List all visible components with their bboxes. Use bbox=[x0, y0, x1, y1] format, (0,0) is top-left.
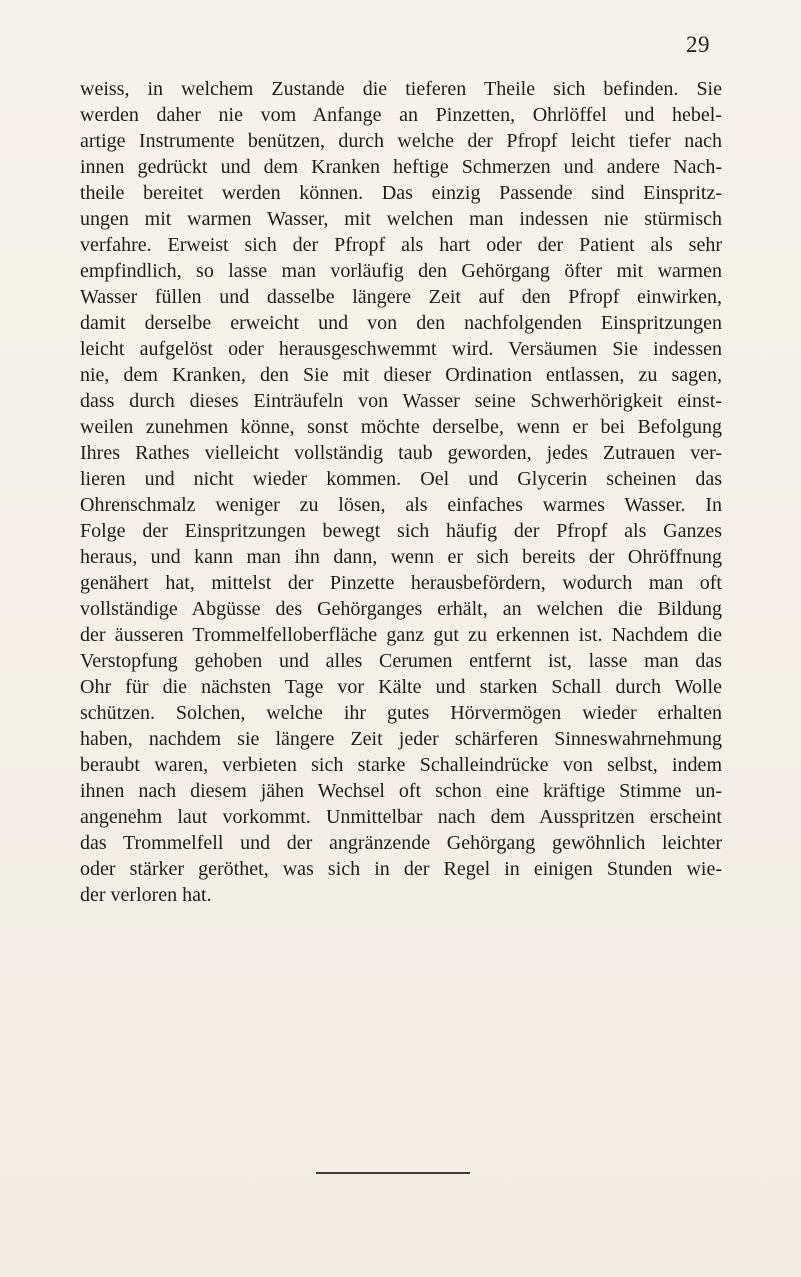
text-line: heraus, und kann man ihn dann, wenn er sich bereits der Ohröffnung bbox=[80, 546, 722, 568]
text-line: angenehm laut vorkommt. Unmittelbar nach dem Ausspritzen erscheint bbox=[80, 806, 722, 828]
text-line: ihnen nach diesem jähen Wechsel oft schon eine kräftige Stimme un- bbox=[80, 780, 722, 802]
text-line: vollständige Abgüsse des Gehörganges erhält, an welchen die Bildung bbox=[80, 598, 722, 620]
text-line: haben, nachdem sie längere Zeit jeder schärferen Sinneswahrnehmung bbox=[80, 728, 722, 750]
text-line: lieren und nicht wieder kommen. Oel und Glycerin scheinen das bbox=[80, 468, 722, 490]
text-line: weiss, in welchem Zustande die tieferen Theile sich befinden. Sie bbox=[80, 78, 722, 100]
footer-rule bbox=[316, 1172, 470, 1174]
text-line: empfindlich, so lasse man vorläufig den Gehörgang öfter mit warmen bbox=[80, 260, 722, 282]
body-text bbox=[80, 76, 722, 908]
text-line: nie, dem Kranken, den Sie mit dieser Ordination entlassen, zu sagen, bbox=[80, 364, 722, 386]
page-number: 29 bbox=[686, 32, 710, 57]
text-line: Ohr für die nächsten Tage vor Kälte und starken Schall durch Wolle bbox=[80, 676, 722, 698]
text-line: damit derselbe erweicht und von den nachfolgenden Einspritzungen bbox=[80, 312, 722, 334]
text-line: oder stärker geröthet, was sich in der Regel in einigen Stunden wie- bbox=[80, 858, 722, 880]
text-line: der äusseren Trommelfelloberfläche ganz gut zu erkennen ist. Nachdem die bbox=[80, 624, 722, 646]
text-line: innen gedrückt und dem Kranken heftige Schmerzen und andere Nach- bbox=[80, 156, 722, 178]
text-line: der verloren hat. bbox=[80, 884, 212, 906]
text-line: theile bereitet werden können. Das einzig Passende sind Einspritz- bbox=[80, 182, 722, 204]
text-line: schützen. Solchen, welche ihr gutes Hörvermögen wieder erhalten bbox=[80, 702, 722, 724]
text-line: ungen mit warmen Wasser, mit welchen man indessen nie stürmisch bbox=[80, 208, 722, 230]
text-line: verfahre. Erweist sich der Pfropf als hart oder der Patient als sehr bbox=[80, 234, 722, 256]
text-line: genähert hat, mittelst der Pinzette herausbefördern, wodurch man oft bbox=[80, 572, 722, 594]
text-line: dass durch dieses Einträufeln von Wasser seine Schwerhörigkeit einst- bbox=[80, 390, 722, 412]
text-line: Ihres Rathes vielleicht vollständig taub geworden, jedes Zutrauen ver- bbox=[80, 442, 722, 464]
text-line: beraubt waren, verbieten sich starke Schalleindrücke von selbst, indem bbox=[80, 754, 722, 776]
text-line: weilen zunehmen könne, sonst möchte derselbe, wenn er bei Befolgung bbox=[80, 416, 722, 438]
text-line: Wasser füllen und dasselbe längere Zeit auf den Pfropf einwirken, bbox=[80, 286, 722, 308]
text-line: Ohrenschmalz weniger zu lösen, als einfaches warmes Wasser. In bbox=[80, 494, 722, 516]
text-line: werden daher nie vom Anfange an Pinzetten, Ohrlöffel und hebel- bbox=[80, 104, 722, 126]
text-line: artige Instrumente benützen, durch welche der Pfropf leicht tiefer nach bbox=[80, 130, 722, 152]
text-line: leicht aufgelöst oder herausgeschwemmt wird. Versäumen Sie indessen bbox=[80, 338, 722, 360]
text-line: Verstopfung gehoben und alles Cerumen entfernt ist, lasse man das bbox=[80, 650, 722, 672]
text-line: das Trommelfell und der angränzende Gehörgang gewöhnlich leichter bbox=[80, 832, 722, 854]
text-line: Folge der Einspritzungen bewegt sich häufig der Pfropf als Ganzes bbox=[80, 520, 722, 542]
